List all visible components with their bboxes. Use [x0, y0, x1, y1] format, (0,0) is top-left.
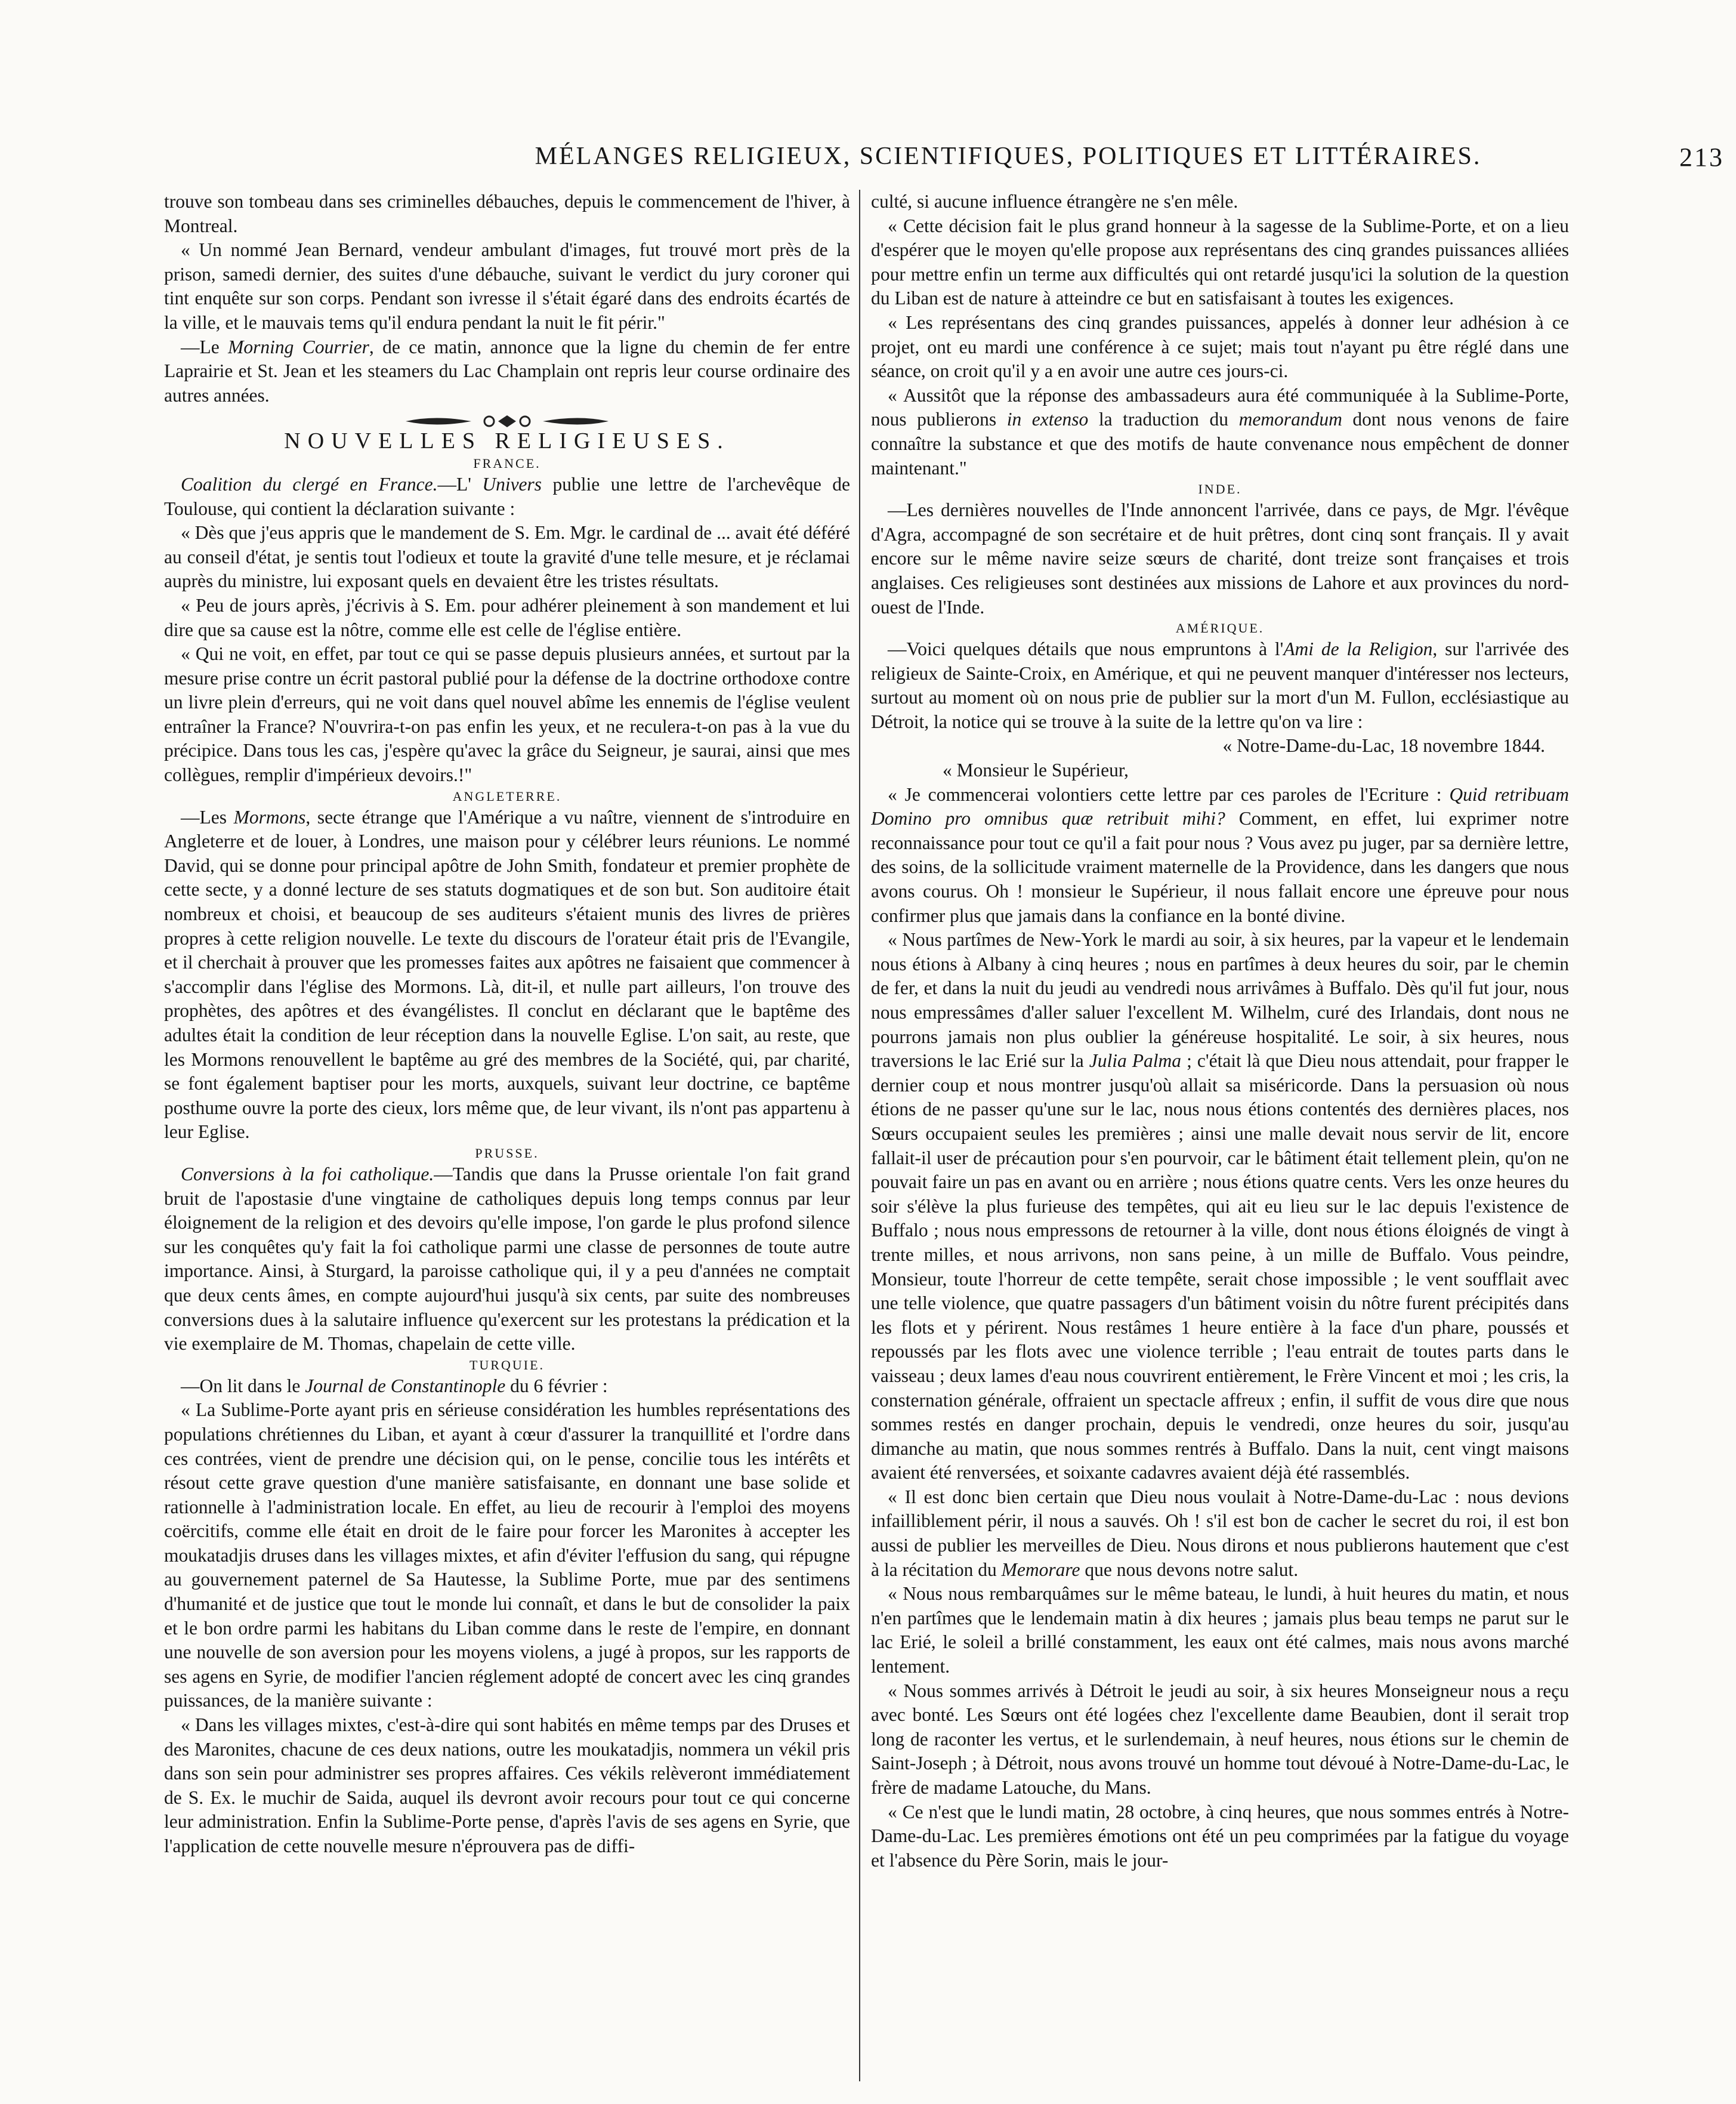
paragraph: « Dans les villages mixtes, c'est-à-dire qui sont habités en même temps par des Druses et des Maronites, chacune de ces deux nations, outre les moukatadjis, nommera un vékil pris dans son sein pour administrer ses propres affaires. Ces vékils relèveront immédiatement de S. Ex. le muchir de Saida, auquel ils devront avoir recours pour tout ce qui concerne leur administration. Enfin la Sublime-Porte pense, d'après l'avis de ses agens en Syrie, que l'application de cette nouvelle mesure n'éprouvera pas de diffi- — [164, 1714, 850, 1856]
country-heading: ANGLETERRE. — [452, 788, 562, 804]
paragraph: trouve son tombeau dans ses criminelles débauches, depuis le commencement de l'hiver, à Montreal. — [164, 191, 850, 236]
country-heading: TURQUIE. — [469, 1357, 545, 1372]
paragraph: « Ce n'est que le lundi matin, 28 octobre, à cinq heures, que nous sommes entrés à Notre-Dame-du-Lac. Les premières émotions ont été un peu comprimées par la fatigue du voyage et l'absence du Père Sorin, mais le jour- — [871, 1801, 1569, 1871]
country-heading: INDE. — [1198, 482, 1242, 497]
paragraph: —Les dernières nouvelles de l'Inde annoncent l'arrivée, dans ce pays, de Mgr. l'évêque d'Agra, accompagné de son secrétaire et de huit prêtres, dont cinq sont français. Il y avait encore sur le même navire seize sœurs de charité, dont treize sont françaises et trois anglaises. Ces religieuses sont destinées aux missions de Lahore et aux provinces du nord-ouest de l'Inde. — [871, 499, 1569, 618]
country-heading: FRANCE. — [473, 455, 541, 471]
letter-dateline: « Notre-Dame-du-Lac, 18 novembre 1844. — [1222, 735, 1545, 757]
page-number: 213 — [1679, 143, 1724, 172]
country-heading: PRUSSE. — [475, 1145, 539, 1161]
paragraph: « La Sublime-Porte ayant pris en sérieuse considération les humbles représentations des populations chrétiennes du Liban, et ayant à cœur d'assurer la tranquillité et l'ordre dans ces contrées, vient de prendre une décision qui, on le pense, concilie tous les intérêts et résout cette grave question d'une manière satisfaisante, en donnant une base solide et rationnelle à l'administration locale. En effet, au lieu de recourir à l'emploi des moyens coërcitifs, comme elle était en droit de le faire pour forcer les Maronites à accepter les moukatadjis druses dans les villages mixtes, et afin d'éviter l'effusion du sang, qui répugne au gouvernement paternel de Sa Hautesse, la Sublime Porte, mue par des sentimens d'humanité et de justice que tout le monde lui connaît, et dans le but de consolider la paix et le bon ordre parmi les habitans du Liban comme dans le reste de l'empire, en donnant une nouvelle de son aversion pour les moyens violens, a jugé à propos, sur les rapports de ses agens en Syrie, de modifier l'ancien réglement adopté de concert avec les cinq grandes puissances, de la manière suivante : — [164, 1399, 850, 1711]
right-column — [871, 190, 1569, 2081]
letter-salutation: « Monsieur le Supérieur, — [943, 760, 1129, 781]
page-header — [358, 142, 1724, 179]
paragraph: « Cette décision fait le plus grand honneur à la sagesse de la Sublime-Porte, et on a lieu d'espérer que le moyen qu'elle propose aux représentans des cinq grandes puissances alliées pour mettre enfin un terme aux difficultés qui ont retardé jusqu'ici la solution de la question du Liban est de nature à atteindre ce but en satisfaisant à toutes les exigences. — [871, 215, 1569, 309]
paragraph: « Qui ne voit, en effet, par tout ce qui se passe depuis plusieurs années, et surtout par la mesure prise contre un écrit pastoral publié pour la défense de la doctrine orthodoxe contre un livre plein d'erreurs, qui ne voit dans quel nouvel abîme les ennemis de l'église veulent entraîner la France? N'ouvrira-t-on pas enfin les yeux, et ne reculera-t-on pas à la vue du précipice. Dans tous les cas, j'espère qu'avec la grâce du Seigneur, je saurai, ainsi que mes collègues, remplir d'impérieux devoirs.!" — [164, 643, 850, 786]
left-column — [164, 190, 850, 2081]
paragraph: « Dès que j'eus appris que le mandement de S. Em. Mgr. le cardinal de ... avait été déféré au conseil d'état, je sentis tout l'odieux et toute la gravité d'une telle mesure, et je réclamai auprès du ministre, lui exposant quels en devaient être les tristes résultats. — [164, 522, 850, 592]
section-title: NOUVELLES RELIGIEUSES. — [284, 428, 730, 454]
paragraph: —On lit dans le Journal de Constantinople du 6 février : — [181, 1375, 608, 1396]
column-divider — [859, 190, 860, 2081]
paragraph: « Aussitôt que la réponse des ambassadeurs aura été communiquée à la Sublime-Porte, nous publierons in extenso la traduction du memorandum dont nous venons de faire connaître la substance et que des motifs de haute convenance nous empêchent de donner maintenant." — [871, 384, 1569, 479]
paragraph: culté, si aucune influence étrangère ne s'en mêle. — [871, 191, 1238, 212]
newspaper-name: Morning Courrier — [228, 336, 369, 357]
paragraph: Coalition du clergé en France.—L' Univers publie une lettre de l'archevêque de Toulouse, qui contient la déclaration suivante : — [164, 473, 850, 519]
paragraph: « Les représentans des cinq grandes puissances, appelés à donner leur adhésion à ce projet, ont eu mardi une conférence à ce sujet; mais tout n'ayant pu être réglé dans une séance, on croit qu'il y a en avoir une autre ces jours-ci. — [871, 311, 1569, 382]
paragraph: —Le Morning Courrier, de ce matin, annonce que la ligne du chemin de fer entre Laprairie et St. Jean et les steamers du Lac Champlain ont repris leur course ordinaire des autres années. — [164, 336, 850, 406]
paragraph: —Les Mormons, secte étrange que l'Amérique a vu naître, viennent de s'introduire en Angleterre et de louer, à Londres, une maison pour y célébrer leurs réunions. Le nommé David, qui se donne pour principal apôtre de John Smith, fondateur et premier prophète de cette secte, y a donné lecture de ses statuts dogmatiques et de son but. Son auditoire était nombreux et choisi, et beaucoup de ses auditeurs s'étaient munis des livres de prières propres à cette religion nouvelle. Le texte du discours de l'orateur était pris de l'Evangile, et il cherchait à prouver que les promesses faites aux apôtres ne faisaient que commencer à s'accomplir dans l'église des Mormons. Là, dit-il, et nulle part ailleurs, l'on trouve des prophètes, des apôtres et des évangélistes. Il conclut en déclarant que le baptême des adultes était la condition de leur réception dans la nouvelle Eglise. L'on sait, au reste, que les Mormons renouvellent le baptême au gré des membres de la Société, qui, par charité, se font également baptiser pour les morts, auxquels, suivant leur doctrine, ce baptême posthume ouvre la porte des cieux, lors même que, de leur vivant, ils n'ont pas appartenu à leur Eglise. — [164, 806, 850, 1143]
country-heading: AMÉRIQUE. — [1175, 621, 1265, 636]
ornament-flourish-icon — [400, 414, 614, 429]
paragraph: « Je commencerai volontiers cette lettre par ces paroles de l'Ecriture : Quid retribuam Domino pro omnibus quæ retribuit mihi? Comment, en effet, lui exprimer notre reconnaissance pour tout ce qu'il a fait pour nous ? Vous avez pu juger, par sa dernière lettre, des soins, de la sollicitude vraiment maternelle de la Providence, dans les dangers que nous avons courus. Oh ! monsieur le Supérieur, il nous fallait encore une épreuve pour nous confirmer plus que jamais dans la confiance en la bonté divine. — [871, 783, 1569, 926]
paragraph: Conversions à la foi catholique.—Tandis que dans la Prusse orientale l'on fait grand bruit de l'apostasie d'une vingtaine de catholiques depuis long temps connus par leur éloignement de la religion et des devoirs qu'elle impose, l'on garde le plus profond silence sur les conquêtes qu'y fait la foi catholique parmi une classe de personnes de toute autre importance. Ainsi, à Sturgard, la paroisse catholique qui, il y a peu d'années ne comptait que deux cents âmes, en compte aujourd'hui jusqu'à six cents, par suite des nombreuses conversions dues à la salutaire influence qu'exercent sur les protestans la prédication et la vie exemplaire de M. Thomas, chapelain de cette ville. — [164, 1163, 850, 1355]
paragraph: « Un nommé Jean Bernard, vendeur ambulant d'images, fut trouvé mort près de la prison, samedi dernier, des suites d'une débauche, suivant le verdict du jury coroner qui tint enquête sur son corps. Pendant son ivresse il s'était égaré dans des endroits écartés de la ville, et le mauvais tems qu'il endura pendant la nuit le fit périr." — [164, 239, 850, 333]
paragraph: « Nous sommes arrivés à Détroit le jeudi au soir, à six heures Monseigneur nous a reçu avec bonté. Les Sœurs ont été logées chez l'excellente dame Beaubien, dont il serait trop long de raconter les vertus, et le surlendemain, à neuf heures, nous étions sur le chemin de Saint-Joseph ; à Détroit, nous avons trouvé un homme tout dévoué à Notre-Dame-du-Lac, le frère de madame Latouche, du Mans. — [871, 1680, 1569, 1798]
running-title: MÉLANGES RELIGIEUX, SCIENTIFIQUES, POLITIQUES ET LITTÉRAIRES. — [535, 143, 1482, 170]
paragraph: « Nous nous rembarquâmes sur le même bateau, le lundi, à huit heures du matin, et nous n'en partîmes que le lendemain matin à dix heures ; jamais plus beau temps ne parut sur le lac Erié, le soleil a brillé constamment, les eaux ont été calmes, mais nous avons marché lentement. — [871, 1583, 1569, 1677]
paragraph: « Nous partîmes de New-York le mardi au soir, à six heures, par la vapeur et le lendemain nous étions à Albany à cinq heures ; nous en partîmes à deux heures du soir, par le chemin de fer, et dans la nuit du jeudi au vendredi nous arrivâmes à Buffalo. Dès qu'il fut jour, nous nous empressâmes d'aller saluer l'excellent M. Wilhelm, curé des Irlandais, dont nous ne pourrons jamais non plus oublier la généreuse hospitalité. Le soir, à six heures, nous traversions le lac Erié sur la Julia Palma ; c'était là que Dieu nous attendait, pour frapper le dernier coup et nous montrer jusqu'où allait sa miséricorde. Dans la persuasion où nous étions de ne passer qu'une sur le lac, nous nous étions contentés des dernières places, nos Sœurs occupaient seules les premières ; ainsi une malle devait nous servir de lit, encore fallait-il user de précaution pour s'en pourvoir, car le bâtiment était tellement plein, qu'on ne pouvait faire un pas en avant ou en arrière ; nous étions quatre cents. Vers les onze heures du soir s'élève la plus furieuse des tempêtes, qui ait eu lieu sur le lac depuis l'existence de Buffalo ; nous nous empressons de retourner à la ville, dont nous étions éloignés de vingt à trente milles, et nous arrivons, non sans peine, à un mille de Buffalo. Vous peindre, Monsieur, toute l'horreur de cette tempête, serait chose impossible ; le vent soufflait avec une telle violence, que quatre passagers d'un bâtiment voisin du nôtre furent précipités dans les flots et y périrent. Nous restâmes 1 heure entière à la face d'un phare, poussés et repoussés par les flots avec une violence terrible ; l'eau entrait de toutes parts dans le vaisseau ; deux lames d'eau nous couvrirent entièrement, le Frère Vincent et moi ; les cris, la consternation générale, offraient un spectacle affreux ; enfin, il suffit de vous dire que nous sommes restés en danger prochain, depuis le vendredi, onze heures du soir, jusqu'au dimanche au matin, que nous sommes rentrés à Buffalo. Dans la nuit, cent vingt maisons avaient été renversées, et soixante cadavres avaient déjà été rassemblés. — [871, 929, 1569, 1483]
paragraph: « Il est donc bien certain que Dieu nous voulait à Notre-Dame-du-Lac : nous devions infailliblement périr, il nous a sauvés. Oh ! s'il est bon de cacher le secret du roi, il est bon aussi de publier les merveilles de Dieu. Nous dirons et nous publierons hautement que c'est à la récitation du Memorare que nous devons notre salut. — [871, 1486, 1569, 1580]
ornament-divider — [164, 411, 850, 427]
paragraph: « Peu de jours après, j'écrivis à S. Em. pour adhérer pleinement à son mandement et lui dire que sa cause est la nôtre, comme elle est celle de l'église entière. — [164, 594, 850, 640]
paragraph: —Voici quelques détails que nous empruntons à l'Ami de la Religion, sur l'arrivée des religieux de Sainte-Croix, en Amérique, et qui ne peuvent manquer d'intéresser nos lecteurs, surtout au moment où on nous prie de publier sur la mort d'un M. Fullon, ecclésiastique au Détroit, la notice qui se trouve à la suite de la lettre qu'on va lire : — [871, 638, 1569, 732]
